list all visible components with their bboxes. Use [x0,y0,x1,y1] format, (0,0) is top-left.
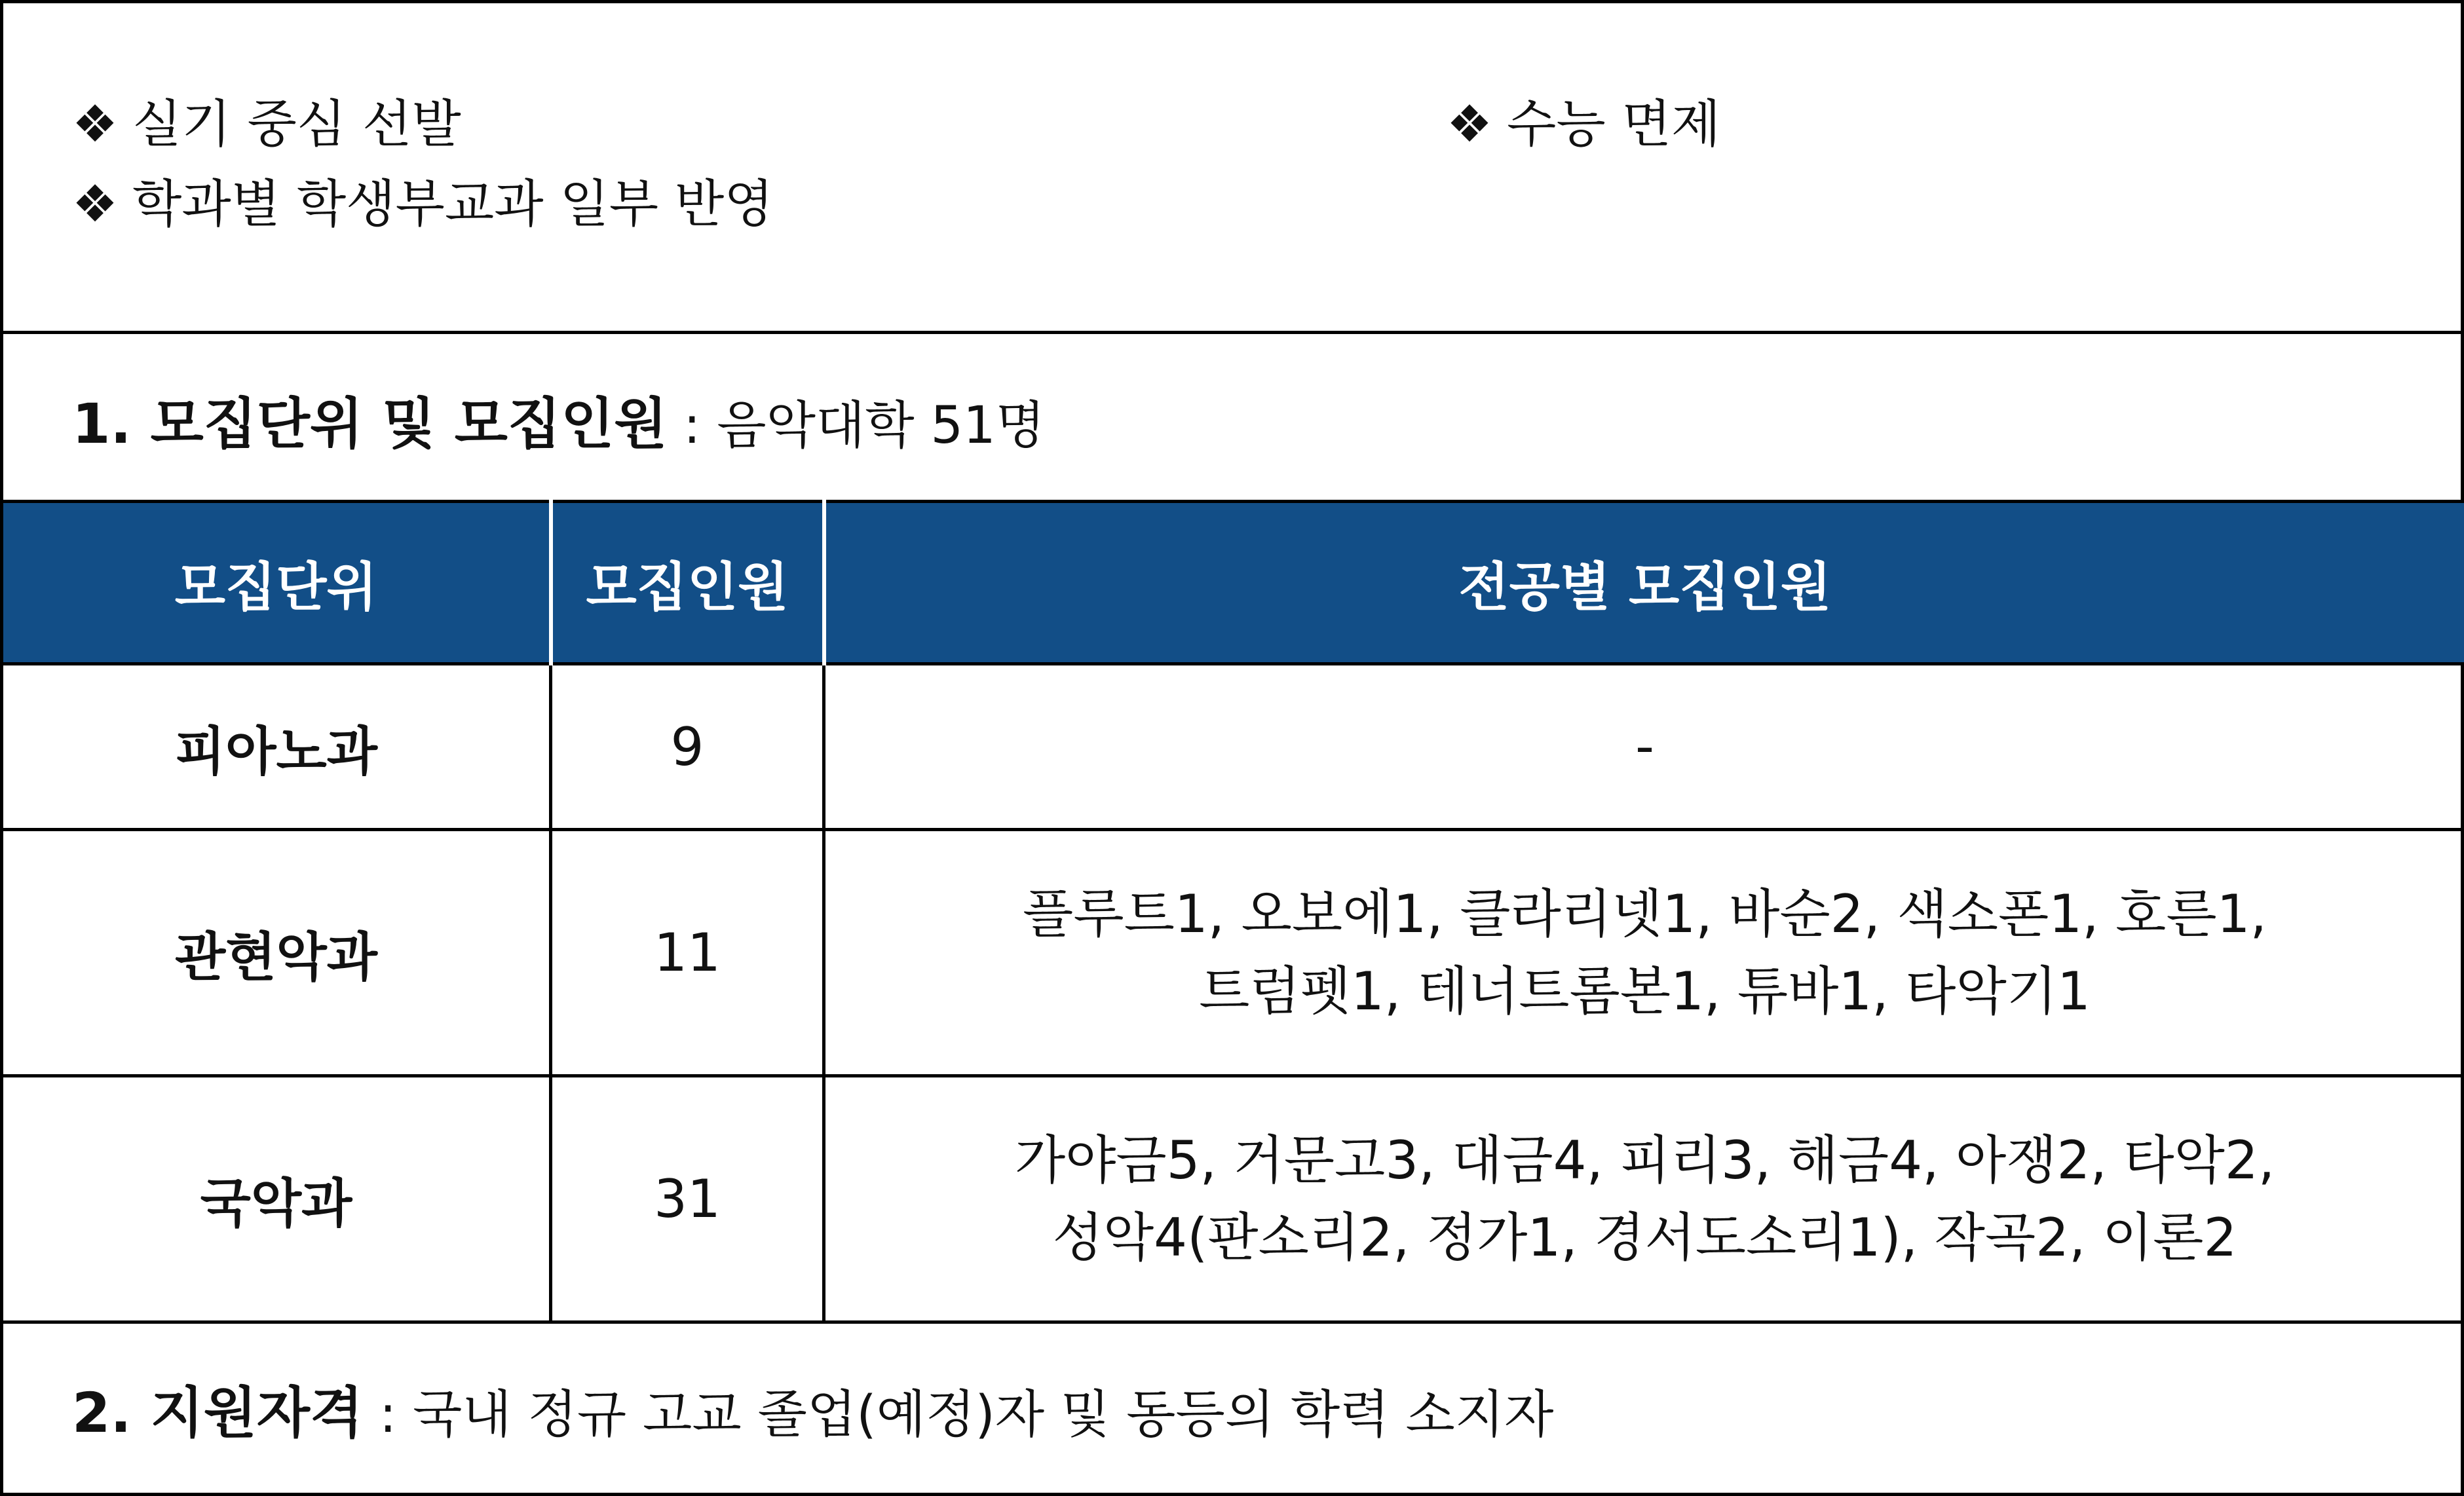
count-cell: 11 [551,830,824,1076]
header-count: 모집인원 [551,502,824,664]
section1-heading: 1. 모집단위 및 모집인원 [72,392,668,456]
section2-title [72,1369,1553,1448]
diamond-bullet-icon: ❖ [72,175,118,234]
diamond-bullet-icon: ❖ [1447,95,1492,154]
count-cell: 31 [551,1076,824,1322]
table-row [2,1076,2464,1322]
count-cell: 9 [551,664,824,830]
table-row [2,830,2464,1076]
header-majors: 전공별 모집인원 [824,502,2464,664]
diamond-bullet-icon: ❖ [72,95,118,154]
section2-heading: 2. 지원자격 [72,1381,364,1445]
recruitment-table [0,500,2464,1324]
majors-cell: 플루트1, 오보에1, 클라리넷1, 바순2, 색소폰1, 호른1, 트럼펫1, 테너트롬본1, 튜바1, 타악기1 [824,830,2464,1076]
header-unit: 모집단위 [2,502,551,664]
majors-cell: - [824,664,2464,830]
section1-title [72,380,1045,459]
majors-cell: 가야금5, 거문고3, 대금4, 피리3, 해금4, 아쟁2, 타악2, 성악4(판소리2, 정가1, 경서도소리1), 작곡2, 이론2 [824,1076,2464,1322]
highlight-item: ❖ 수능 면제 [1447,92,1720,157]
table-row [2,664,2464,830]
section1-detail: : 음악대학 51명 [667,396,1046,455]
highlight-item: ❖ 실기 중심 선발 [72,92,461,157]
unit-cell: 피아노과 [2,664,551,830]
table-header-row [2,502,2464,664]
unit-cell: 국악과 [2,1076,551,1322]
highlight-item: ❖ 학과별 학생부교과 일부 반영 [72,172,774,237]
unit-cell: 관현악과 [2,830,551,1076]
section2-detail: : 국내 정규 고교 졸업(예정)자 및 동등의 학력 소지자 [363,1385,1554,1444]
highlights-box [0,0,2464,334]
